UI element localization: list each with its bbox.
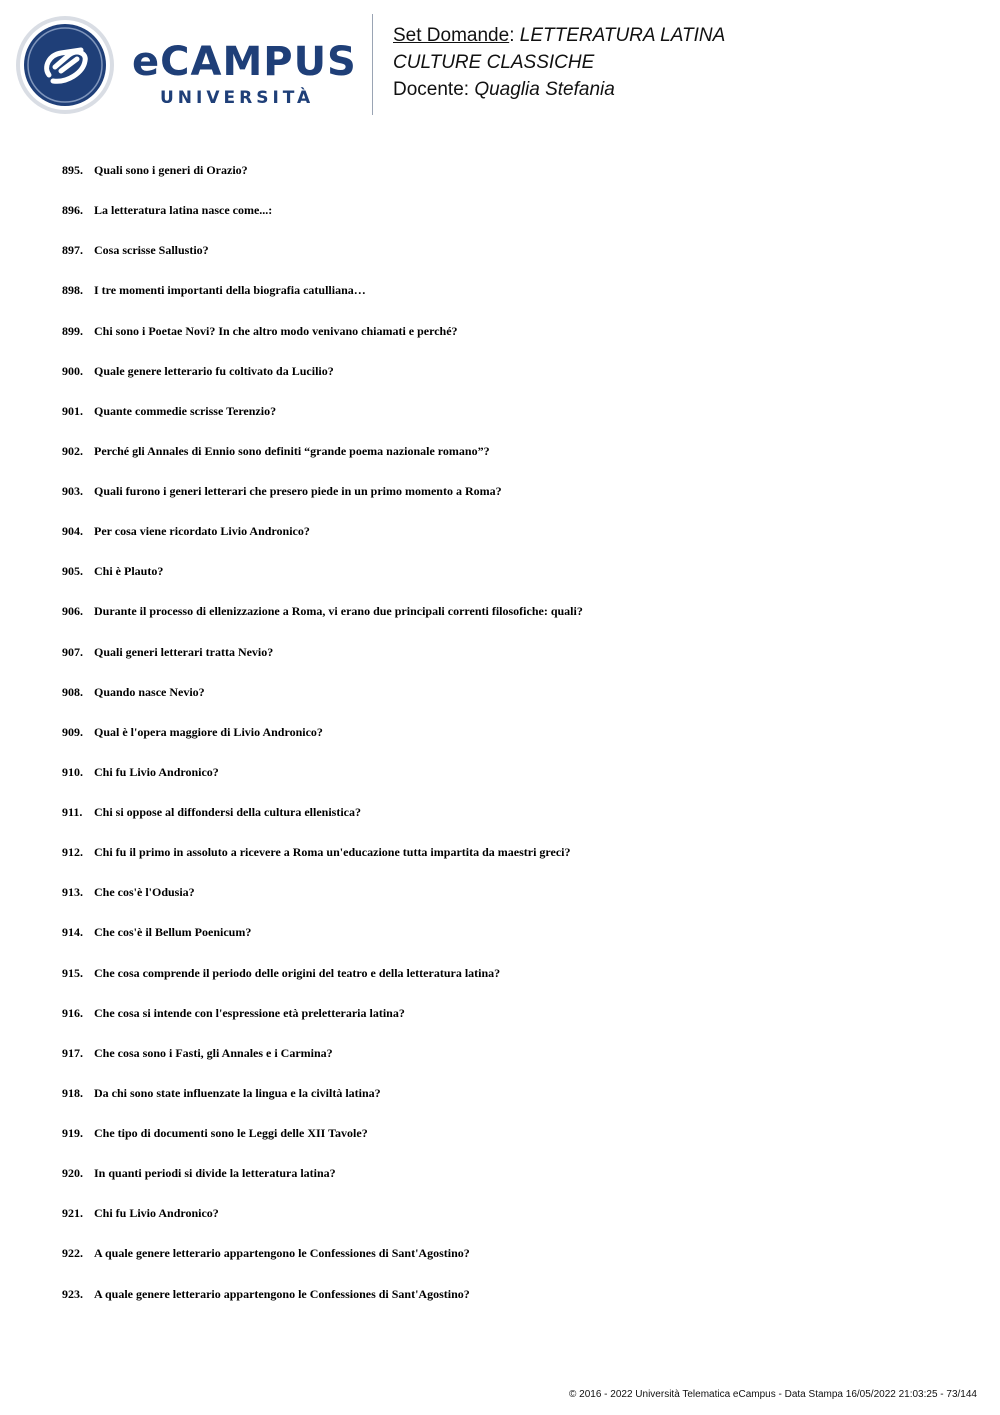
question-list	[62, 162, 583, 1326]
question-text: Chi fu Livio Andronico?	[94, 764, 219, 779]
question-text: La letteratura latina nasce come...:	[94, 203, 273, 218]
question-number: 900.	[62, 363, 83, 378]
question-number: 902.	[62, 443, 83, 458]
question-item	[62, 1125, 583, 1165]
question-item	[62, 483, 583, 523]
question-number: 896.	[62, 203, 83, 218]
question-number: 912.	[62, 845, 83, 860]
question-text: Che cosa si intende con l'espressione età preletteraria latina?	[94, 1005, 405, 1020]
question-text: A quale genere letterario appartengono le Confessiones di Sant'Agostino?	[94, 1286, 470, 1301]
question-item	[62, 202, 583, 242]
question-item	[62, 804, 583, 844]
question-item	[62, 724, 583, 764]
question-text: Che cosa comprende il periodo delle origini del teatro e della letteratura latina?	[94, 965, 501, 980]
question-number: 920.	[62, 1166, 83, 1181]
question-item	[62, 965, 583, 1005]
question-number: 909.	[62, 724, 83, 739]
question-item	[62, 242, 583, 282]
question-number: 906.	[62, 604, 83, 619]
question-number: 913.	[62, 885, 83, 900]
question-number: 904.	[62, 524, 83, 539]
question-text: Da chi sono state influenzate la lingua e la civiltà latina?	[94, 1085, 381, 1100]
question-number: 897.	[62, 243, 83, 258]
question-number: 899.	[62, 323, 83, 338]
question-item	[62, 924, 583, 964]
question-item	[62, 1165, 583, 1205]
set-line	[393, 22, 725, 49]
question-number: 918.	[62, 1085, 83, 1100]
question-number: 901.	[62, 403, 83, 418]
logo-main-text: eCAMPUS	[132, 39, 357, 85]
teacher-label: Docente:	[393, 79, 470, 100]
question-number: 903.	[62, 484, 83, 498]
question-number: 911.	[62, 805, 83, 819]
question-item	[62, 764, 583, 804]
question-item	[62, 323, 583, 363]
header-divider	[372, 14, 373, 115]
question-number: 907.	[62, 644, 83, 659]
question-item	[62, 1245, 583, 1285]
question-item	[62, 884, 583, 924]
question-number: 921.	[62, 1206, 83, 1221]
question-text: Per cosa viene ricordato Livio Andronico?	[94, 524, 310, 539]
question-item	[62, 363, 583, 403]
document-meta	[393, 22, 725, 103]
question-text: Durante il processo di ellenizzazione a Roma, vi erano due principali correnti filosofiche: quali?	[94, 604, 583, 619]
question-item	[62, 282, 583, 322]
question-number: 905.	[62, 564, 83, 579]
question-text: Quale genere letterario fu coltivato da Lucilio?	[94, 363, 334, 378]
question-number: 917.	[62, 1045, 83, 1060]
question-item	[62, 162, 583, 202]
question-number: 915.	[62, 965, 83, 980]
question-number: 923.	[62, 1286, 83, 1301]
set-label: Set Domande	[393, 25, 510, 46]
question-item	[62, 1286, 583, 1326]
question-text: Che cos'è l'Odusia?	[94, 885, 195, 900]
question-number: 908.	[62, 684, 83, 699]
ecampus-emblem-icon	[15, 15, 115, 115]
question-number: 898.	[62, 283, 83, 298]
question-text: Quali furono i generi letterari che presero piede in un primo momento a Roma?	[94, 484, 502, 498]
question-text: Perché gli Annales di Ennio sono definiti “grande poema nazionale romano”?	[94, 443, 490, 458]
question-text: Che cos'è il Bellum Poenicum?	[94, 925, 252, 940]
logo-sub-text: UNIVERSITÀ	[160, 88, 315, 108]
teacher-name: Quaglia Stefania	[474, 79, 615, 100]
question-item	[62, 684, 583, 724]
question-text: Quante commedie scrisse Terenzio?	[94, 403, 277, 418]
ecampus-wordmark	[132, 40, 357, 115]
page-footer: © 2016 - 2022 Università Telematica eCampus - Data Stampa 16/05/2022 21:03:25 - 73/144	[569, 1389, 977, 1400]
question-text: Chi sono i Poetae Novi? In che altro modo venivano chiamati e perché?	[94, 323, 458, 338]
question-number: 895.	[62, 163, 83, 177]
question-item	[62, 563, 583, 603]
question-number: 919.	[62, 1126, 83, 1140]
set-separator: :	[509, 25, 515, 46]
question-item	[62, 523, 583, 563]
page-header	[0, 0, 1000, 130]
question-text: Che cosa sono i Fasti, gli Annales e i Carmina?	[94, 1045, 333, 1060]
question-number: 914.	[62, 925, 83, 940]
question-item	[62, 644, 583, 684]
course-name: CULTURE CLASSICHE	[393, 52, 595, 73]
question-text: Chi si oppose al diffondersi della cultura ellenistica?	[94, 805, 362, 819]
question-text: Quali generi letterari tratta Nevio?	[94, 644, 274, 659]
question-item	[62, 1045, 583, 1085]
set-title: LETTERATURA LATINA	[519, 25, 726, 46]
question-text: Che tipo di documenti sono le Leggi delle XII Tavole?	[94, 1126, 368, 1140]
question-text: A quale genere letterario appartengono le Confessiones di Sant'Agostino?	[94, 1246, 470, 1261]
question-number: 916.	[62, 1005, 83, 1020]
question-text: Chi fu Livio Andronico?	[94, 1206, 219, 1221]
teacher-line	[393, 76, 725, 103]
question-text: Chi è Plauto?	[94, 564, 164, 579]
question-text: Cosa scrisse Sallustio?	[94, 243, 209, 258]
question-item	[62, 443, 583, 483]
question-item	[62, 1005, 583, 1045]
question-number: 910.	[62, 764, 83, 779]
question-text: Qual è l'opera maggiore di Livio Andronico?	[94, 724, 323, 739]
question-item	[62, 844, 583, 884]
question-item	[62, 1085, 583, 1125]
question-text: Chi fu il primo in assoluto a ricevere a Roma un'educazione tutta impartita da maestri greci?	[94, 845, 571, 860]
question-text: Quali sono i generi di Orazio?	[94, 163, 248, 177]
question-item	[62, 1205, 583, 1245]
question-text: I tre momenti importanti della biografia catulliana…	[94, 283, 366, 298]
question-item	[62, 603, 583, 643]
question-number: 922.	[62, 1246, 83, 1261]
question-text: Quando nasce Nevio?	[94, 684, 205, 699]
question-text: In quanti periodi si divide la letteratura latina?	[94, 1166, 336, 1181]
question-item	[62, 403, 583, 443]
